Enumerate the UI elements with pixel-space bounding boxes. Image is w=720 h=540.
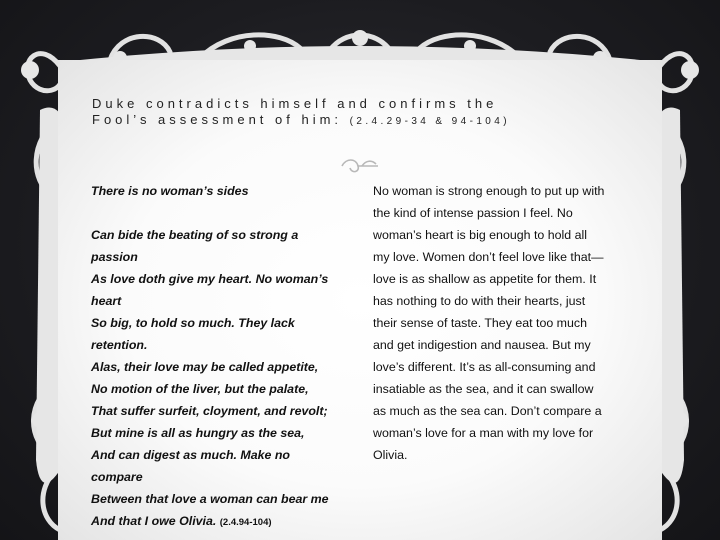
translation-line: Olivia. bbox=[373, 448, 408, 462]
translation-line: their sense of taste. They eat too much bbox=[373, 316, 587, 330]
original-line: No motion of the liver, but the palate, bbox=[91, 382, 309, 396]
translation-line: has nothing to do with their hearts, just bbox=[373, 294, 586, 308]
translation-line: love is as shallow as appetite for them. It bbox=[373, 272, 597, 286]
original-line: But mine is all as hungry as the sea, bbox=[91, 426, 305, 440]
original-line: That suffer surfeit, cloyment, and revolt; bbox=[91, 404, 328, 418]
original-text-column bbox=[91, 180, 351, 534]
original-line: compare bbox=[91, 470, 143, 484]
swirl-divider-icon bbox=[338, 156, 382, 176]
original-line: There is no woman’s sides bbox=[91, 184, 249, 198]
original-line-last bbox=[91, 510, 351, 534]
translation-line: and get indigestion and nausea. But my bbox=[373, 338, 591, 352]
original-line: Between that love a woman can bear me bbox=[91, 492, 329, 506]
translation-line: No woman is strong enough to put up with bbox=[373, 184, 605, 198]
title-line-2-text: Fool’s assessment of him: bbox=[92, 112, 343, 127]
original-line: And can digest as much. Make no bbox=[91, 448, 290, 462]
original-line: heart bbox=[91, 294, 122, 308]
original-line: As love doth give my heart. No woman’s bbox=[91, 272, 329, 286]
translation-line: insatiable as the sea, and it can swallow bbox=[373, 382, 594, 396]
original-line: And that I owe Olivia. bbox=[91, 514, 217, 528]
original-citation: (2.4.94-104) bbox=[219, 517, 272, 528]
translation-line: woman’s love for a man with my love for bbox=[373, 426, 594, 440]
title-line-1: Duke contradicts himself and confirms the bbox=[92, 96, 498, 111]
translation-line: the kind of intense passion I feel. No bbox=[373, 206, 573, 220]
original-line: So big, to hold so much. They lack bbox=[91, 316, 295, 330]
translation-line: love’s different. It’s as all-consuming and bbox=[373, 360, 596, 374]
original-line: retention. bbox=[91, 338, 148, 352]
slide-title bbox=[92, 96, 652, 130]
translation-line: as much as the sea can. Don’t compare a bbox=[373, 404, 602, 418]
original-line: Alas, their love may be called appetite, bbox=[91, 360, 319, 374]
original-line: passion bbox=[91, 250, 138, 264]
translation-line: woman’s heart is big enough to hold all bbox=[373, 228, 587, 242]
translation-line: my love. Women don’t feel love like that— bbox=[373, 250, 604, 264]
original-line: Can bide the beating of so strong a bbox=[91, 228, 299, 242]
translation-column bbox=[373, 180, 643, 466]
title-line-2 bbox=[92, 112, 652, 130]
title-citation: (2.4.29-34 & 94-104) bbox=[349, 116, 510, 127]
